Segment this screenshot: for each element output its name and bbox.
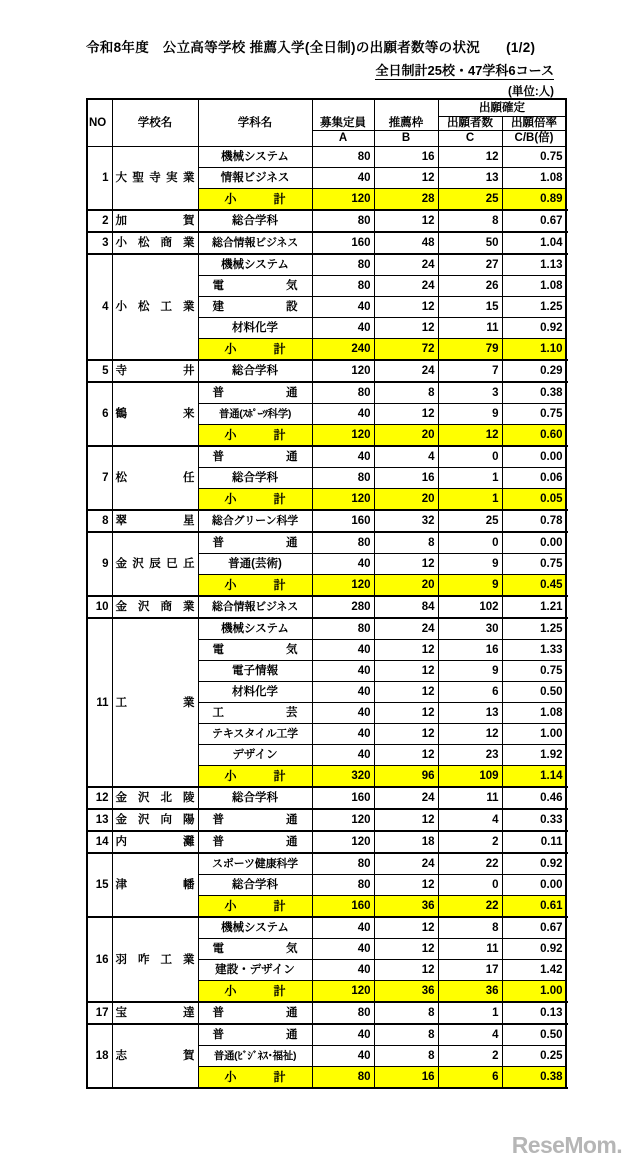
quota-value: 40 [312,939,374,960]
department-name: 普通 [198,1002,312,1024]
subtotal-quota: 320 [312,766,374,788]
ratio-value: 0.00 [502,532,566,554]
quota-value: 80 [312,382,374,404]
row-number: 3 [87,232,112,254]
applicants-value: 15 [438,297,502,318]
data-table-container [86,98,563,1089]
subtitle-text: 全日制計25校・47学科6コース [375,63,554,78]
department-name: 情報ビジネス [198,168,312,189]
subtotal-rec-frame: 36 [374,896,438,918]
subtotal-label: 小 計 [198,1067,312,1089]
table-row [87,147,566,168]
rec-frame-value: 12 [374,640,438,661]
school-name: 金沢北陵 [112,787,198,809]
column-symbol-c: C [438,131,502,147]
ratio-value: 0.92 [502,318,566,339]
department-name: デザイン [198,745,312,766]
applicants-value: 9 [438,404,502,425]
ratio-value: 0.00 [502,875,566,896]
quota-value: 40 [312,168,374,189]
ratio-value: 1.13 [502,254,566,276]
rec-frame-value: 8 [374,1024,438,1046]
unit-label: (単位:人) [508,86,554,98]
school-name: 羽咋工業 [112,917,198,1002]
row-number: 8 [87,510,112,532]
row-number: 9 [87,532,112,596]
quota-value: 40 [312,703,374,724]
row-number: 16 [87,917,112,1002]
department-name: 総合学科 [198,787,312,809]
department-name: 電気 [198,276,312,297]
department-name: 機械システム [198,254,312,276]
subtotal-applicants: 1 [438,489,502,511]
department-name: 工芸 [198,703,312,724]
ratio-value: 0.38 [502,382,566,404]
rec-frame-value: 12 [374,745,438,766]
applicants-value: 8 [438,210,502,232]
quota-value: 120 [312,831,374,853]
department-name: 電子情報 [198,661,312,682]
applicants-value: 8 [438,917,502,939]
quota-value: 40 [312,1046,374,1067]
ratio-value: 0.78 [502,510,566,532]
quota-value: 80 [312,210,374,232]
rec-frame-value: 24 [374,360,438,382]
school-name: 小松工業 [112,254,198,360]
ratio-value: 0.13 [502,1002,566,1024]
quota-value: 80 [312,1002,374,1024]
subtotal-ratio: 0.61 [502,896,566,918]
table-row [87,917,566,939]
watermark-text: ReseMom [511,1132,617,1158]
row-number: 6 [87,382,112,446]
subtotal-ratio: 0.38 [502,1067,566,1089]
rec-frame-value: 8 [374,1002,438,1024]
row-number: 17 [87,1002,112,1024]
department-name: 材料化学 [198,682,312,703]
subtotal-applicants: 12 [438,425,502,447]
department-name: スポーツ健康科学 [198,853,312,875]
table-row [87,232,566,254]
applicants-value: 25 [438,510,502,532]
quota-value: 40 [312,661,374,682]
subtotal-label: 小 計 [198,339,312,361]
school-name: 加賀 [112,210,198,232]
quota-value: 40 [312,446,374,468]
rec-frame-value: 24 [374,787,438,809]
subtitle-block [375,62,554,99]
subtotal-applicants: 36 [438,981,502,1003]
subtotal-quota: 120 [312,425,374,447]
applicants-value: 50 [438,232,502,254]
quota-value: 80 [312,875,374,896]
table-row [87,618,566,640]
ratio-value: 1.25 [502,618,566,640]
subtotal-rec-frame: 16 [374,1067,438,1089]
ratio-value: 0.75 [502,147,566,168]
subtotal-ratio: 1.10 [502,339,566,361]
school-name: 小松商業 [112,232,198,254]
ratio-value: 1.08 [502,276,566,297]
subtotal-applicants: 25 [438,189,502,211]
department-name: 電気 [198,640,312,661]
quota-value: 160 [312,232,374,254]
quota-value: 80 [312,468,374,489]
table-row [87,446,566,468]
subtotal-applicants: 79 [438,339,502,361]
column-header-applicants: 出願者数 [438,117,502,131]
quota-value: 120 [312,360,374,382]
rec-frame-value: 32 [374,510,438,532]
department-name: 建設・デザイン [198,960,312,981]
ratio-value: 0.11 [502,831,566,853]
subtotal-quota: 120 [312,575,374,597]
table-row [87,853,566,875]
ratio-value: 1.92 [502,745,566,766]
ratio-value: 1.25 [502,297,566,318]
ratio-value: 0.33 [502,809,566,831]
table-row [87,831,566,853]
subtotal-label: 小 計 [198,575,312,597]
applicants-value: 9 [438,554,502,575]
subtotal-ratio: 0.89 [502,189,566,211]
applicants-value: 3 [438,382,502,404]
ratio-value: 0.67 [502,210,566,232]
column-header-school: 学校名 [112,99,198,147]
subtotal-applicants: 9 [438,575,502,597]
ratio-value: 0.67 [502,917,566,939]
quota-value: 80 [312,254,374,276]
school-name: 金沢向陽 [112,809,198,831]
quota-value: 80 [312,853,374,875]
row-number: 2 [87,210,112,232]
rec-frame-value: 12 [374,917,438,939]
subtotal-rec-frame: 20 [374,425,438,447]
applicants-value: 0 [438,875,502,896]
subtotal-label: 小 計 [198,981,312,1003]
applicants-table [86,98,567,1089]
rec-frame-value: 12 [374,554,438,575]
applicants-value: 30 [438,618,502,640]
ratio-value: 1.08 [502,168,566,189]
quota-value: 40 [312,745,374,766]
department-name: 普通(芸術) [198,554,312,575]
school-name: 津幡 [112,853,198,917]
row-number: 5 [87,360,112,382]
school-name: 翠星 [112,510,198,532]
column-header-ratio: 出願倍率 [502,117,566,131]
department-name: 機械システム [198,147,312,168]
row-number: 11 [87,618,112,787]
quota-value: 40 [312,682,374,703]
subtotal-ratio: 0.45 [502,575,566,597]
rec-frame-value: 12 [374,297,438,318]
subtotal-quota: 120 [312,981,374,1003]
subtotal-label: 小 計 [198,896,312,918]
department-name: 普通 [198,809,312,831]
applicants-value: 27 [438,254,502,276]
rec-frame-value: 12 [374,960,438,981]
rec-frame-value: 24 [374,276,438,297]
department-name: 普通 [198,382,312,404]
column-header-quota: 募集定員 [312,99,374,131]
quota-value: 40 [312,1024,374,1046]
subtotal-rec-frame: 20 [374,489,438,511]
department-name: 電気 [198,939,312,960]
rec-frame-value: 8 [374,532,438,554]
subtotal-rec-frame: 28 [374,189,438,211]
row-number: 13 [87,809,112,831]
subtotal-applicants: 109 [438,766,502,788]
row-number: 15 [87,853,112,917]
applicants-value: 11 [438,787,502,809]
department-name: 総合学科 [198,210,312,232]
table-row [87,809,566,831]
ratio-value: 0.00 [502,446,566,468]
ratio-value: 1.00 [502,724,566,745]
applicants-value: 13 [438,168,502,189]
subtotal-ratio: 0.05 [502,489,566,511]
table-row [87,532,566,554]
subtotal-ratio: 1.00 [502,981,566,1003]
ratio-value: 1.21 [502,596,566,618]
school-name: 内灘 [112,831,198,853]
ratio-value: 0.75 [502,661,566,682]
applicants-value: 2 [438,1046,502,1067]
row-number: 7 [87,446,112,510]
applicants-value: 22 [438,853,502,875]
table-row [87,254,566,276]
ratio-value: 0.06 [502,468,566,489]
quota-value: 80 [312,618,374,640]
applicants-value: 1 [438,1002,502,1024]
subtotal-rec-frame: 72 [374,339,438,361]
department-name: 機械システム [198,917,312,939]
document-title [86,36,535,56]
rec-frame-value: 24 [374,618,438,640]
table-row [87,596,566,618]
table-row [87,382,566,404]
table-body [87,147,566,1089]
department-name: テキスタイル工学 [198,724,312,745]
table-header [87,99,566,147]
quota-value: 40 [312,404,374,425]
rec-frame-value: 48 [374,232,438,254]
rec-frame-value: 16 [374,468,438,489]
table-row [87,1002,566,1024]
rec-frame-value: 24 [374,853,438,875]
applicants-value: 26 [438,276,502,297]
subtotal-quota: 80 [312,1067,374,1089]
row-number: 14 [87,831,112,853]
watermark-resemom [512,1132,622,1159]
applicants-value: 9 [438,661,502,682]
quota-value: 80 [312,532,374,554]
applicants-value: 0 [438,446,502,468]
subtotal-label: 小 計 [198,766,312,788]
department-name: 機械システム [198,618,312,640]
applicants-value: 13 [438,703,502,724]
quota-value: 40 [312,554,374,575]
ratio-value: 0.75 [502,404,566,425]
ratio-value: 1.04 [502,232,566,254]
row-number: 1 [87,147,112,211]
applicants-value: 1 [438,468,502,489]
subtotal-ratio: 1.14 [502,766,566,788]
rec-frame-value: 18 [374,831,438,853]
column-symbol-a: A [312,131,374,147]
department-name: 普通 [198,831,312,853]
rec-frame-value: 12 [374,875,438,896]
quota-value: 40 [312,318,374,339]
row-number: 18 [87,1024,112,1088]
applicants-value: 23 [438,745,502,766]
applicants-value: 0 [438,532,502,554]
table-row [87,1024,566,1046]
rec-frame-value: 12 [374,210,438,232]
ratio-value: 0.46 [502,787,566,809]
ratio-value: 0.75 [502,554,566,575]
rec-frame-value: 16 [374,147,438,168]
school-name: 大聖寺実業 [112,147,198,211]
rec-frame-value: 12 [374,724,438,745]
quota-value: 40 [312,960,374,981]
column-symbol-b: B [374,131,438,147]
table-row [87,510,566,532]
page-number: (1/2) [506,40,536,55]
department-name: 普通(ｽﾎﾟｰﾂ科学) [198,404,312,425]
school-name: 寺井 [112,360,198,382]
applicants-value: 12 [438,724,502,745]
ratio-value: 0.92 [502,939,566,960]
applicants-value: 17 [438,960,502,981]
ratio-value: 1.08 [502,703,566,724]
ratio-value: 0.50 [502,682,566,703]
subtotal-quota: 120 [312,489,374,511]
subtotal-applicants: 6 [438,1067,502,1089]
rec-frame-value: 8 [374,382,438,404]
school-name: 金沢辰巳丘 [112,532,198,596]
school-name: 松任 [112,446,198,510]
row-number: 12 [87,787,112,809]
rec-frame-value: 12 [374,168,438,189]
department-name: 材料化学 [198,318,312,339]
rec-frame-value: 12 [374,682,438,703]
ratio-value: 0.29 [502,360,566,382]
quota-value: 160 [312,510,374,532]
document-title-text: 令和8年度 公立高等学校 推薦入学(全日制)の出願者数等の状況 [86,40,481,55]
watermark-dot: . [616,1132,622,1158]
column-header-no: NO [87,99,112,147]
applicants-value: 6 [438,682,502,703]
subtotal-applicants: 22 [438,896,502,918]
school-name: 工業 [112,618,198,787]
applicants-value: 7 [438,360,502,382]
applicants-value: 4 [438,809,502,831]
department-name: 総合情報ビジネス [198,232,312,254]
quota-value: 280 [312,596,374,618]
department-name: 普通 [198,532,312,554]
school-name: 志賀 [112,1024,198,1088]
department-name: 建設 [198,297,312,318]
department-name: 総合学科 [198,360,312,382]
row-number: 4 [87,254,112,360]
quota-value: 40 [312,917,374,939]
rec-frame-value: 12 [374,809,438,831]
subtotal-ratio: 0.60 [502,425,566,447]
quota-value: 160 [312,787,374,809]
rec-frame-value: 12 [374,318,438,339]
applicants-value: 11 [438,318,502,339]
department-name: 普通 [198,446,312,468]
rec-frame-value: 84 [374,596,438,618]
ratio-value: 1.42 [502,960,566,981]
ratio-value: 0.25 [502,1046,566,1067]
school-name: 宝達 [112,1002,198,1024]
table-row [87,360,566,382]
subtotal-label: 小 計 [198,489,312,511]
department-name: 総合学科 [198,468,312,489]
ratio-value: 1.33 [502,640,566,661]
quota-value: 80 [312,147,374,168]
column-header-recframe: 推薦枠 [374,99,438,131]
table-row [87,787,566,809]
rec-frame-value: 12 [374,939,438,960]
applicants-value: 16 [438,640,502,661]
applicants-value: 11 [438,939,502,960]
school-name: 金沢商業 [112,596,198,618]
rec-frame-value: 12 [374,404,438,425]
applicants-value: 2 [438,831,502,853]
rec-frame-value: 4 [374,446,438,468]
department-name: 総合グリーン科学 [198,510,312,532]
school-name: 鶴来 [112,382,198,446]
applicants-value: 102 [438,596,502,618]
quota-value: 40 [312,640,374,661]
department-name: 普通(ﾋﾞｼﾞﾈｽ･福祉) [198,1046,312,1067]
ratio-value: 0.92 [502,853,566,875]
ratio-value: 0.50 [502,1024,566,1046]
rec-frame-value: 8 [374,1046,438,1067]
subtotal-quota: 120 [312,189,374,211]
column-symbol-ratio: C/B(倍) [502,131,566,147]
quota-value: 120 [312,809,374,831]
quota-value: 40 [312,297,374,318]
column-header-confirmed-group: 出願確定 [438,99,566,117]
subtotal-quota: 240 [312,339,374,361]
subtotal-label: 小 計 [198,425,312,447]
department-name: 普通 [198,1024,312,1046]
table-row [87,210,566,232]
quota-value: 40 [312,724,374,745]
subtotal-rec-frame: 20 [374,575,438,597]
department-name: 総合情報ビジネス [198,596,312,618]
subtotal-label: 小 計 [198,189,312,211]
subtotal-rec-frame: 96 [374,766,438,788]
subtotal-rec-frame: 36 [374,981,438,1003]
applicants-value: 4 [438,1024,502,1046]
quota-value: 80 [312,276,374,297]
subtotal-quota: 160 [312,896,374,918]
row-number: 10 [87,596,112,618]
department-name: 総合学科 [198,875,312,896]
column-header-dept: 学科名 [198,99,312,147]
applicants-value: 12 [438,147,502,168]
rec-frame-value: 12 [374,661,438,682]
rec-frame-value: 12 [374,703,438,724]
rec-frame-value: 24 [374,254,438,276]
